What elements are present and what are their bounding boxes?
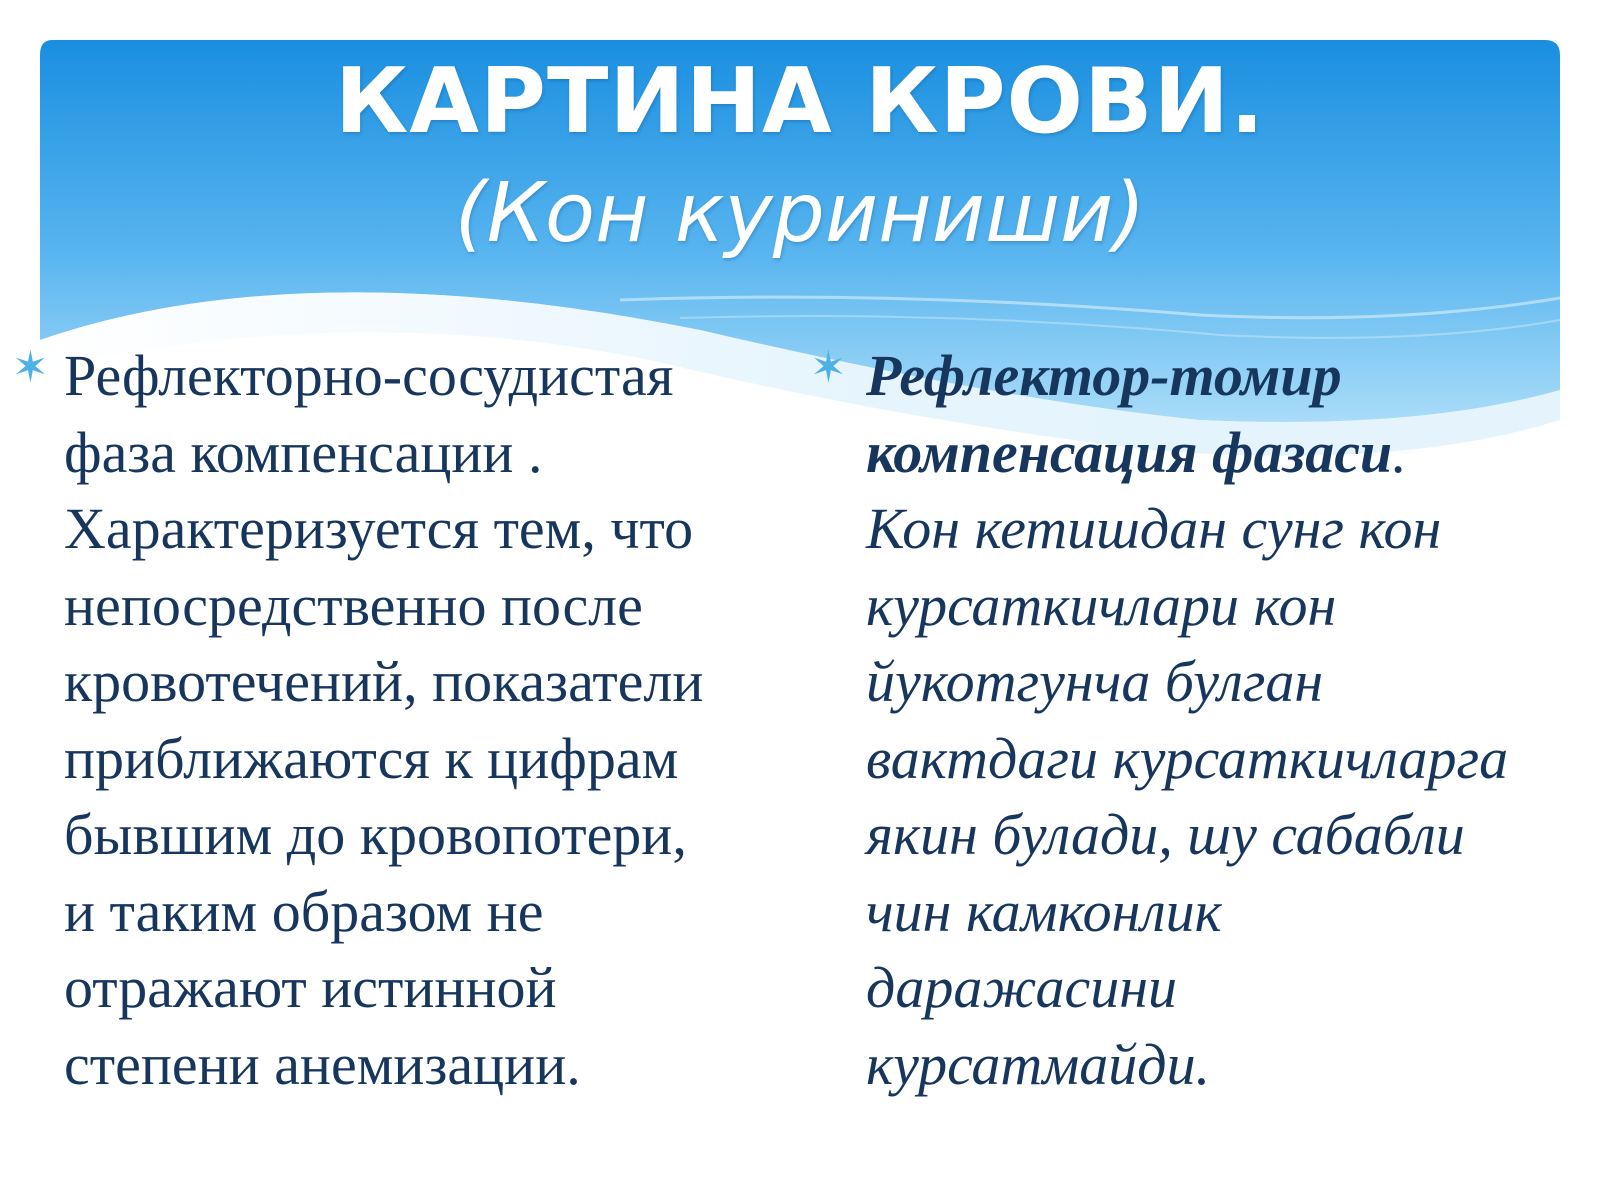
right-line: курсаткичлари кон — [866, 572, 1337, 638]
left-line: степени анемизации. — [64, 1031, 581, 1097]
right-line: даражасини — [866, 955, 1178, 1020]
right-heading-line: компенсация фазаси — [866, 419, 1393, 485]
right-column — [810, 338, 1596, 1103]
right-line: якин булади, шу сабабли — [866, 802, 1465, 867]
left-line: бывшим до кровопотери, — [64, 802, 687, 867]
star-bullet-icon: ✶ — [12, 342, 49, 393]
right-line: курсатмайди. — [866, 1031, 1211, 1097]
left-column — [12, 338, 772, 1103]
left-line: Рефлекторно-сосудистая — [64, 343, 674, 408]
right-heading-line: Рефлектор-томир — [866, 343, 1342, 408]
left-line: непосредственно после — [64, 572, 643, 638]
left-line: отражают истинной — [64, 955, 557, 1020]
left-line: Характеризуется тем, что — [64, 496, 694, 561]
slide-subtitle: (Кон куриниши) — [454, 166, 1146, 261]
left-line: кровотечений, показатели — [64, 649, 704, 714]
right-heading-line-wrap — [866, 415, 1596, 492]
slide-title: КАРТИНА КРОВИ. — [334, 49, 1266, 154]
left-paragraph — [12, 338, 772, 1103]
star-bullet-icon: ✶ — [810, 342, 847, 393]
right-line: вактдаги курсаткичларга — [866, 725, 1509, 791]
right-line: йукотгунча булган — [866, 649, 1324, 714]
heading-period: . — [1392, 419, 1407, 485]
right-paragraph — [810, 338, 1596, 1103]
left-line: приближаются к цифрам — [64, 725, 679, 791]
title-block — [40, 40, 1560, 290]
right-line: Кон кетишдан сунг кон — [866, 496, 1442, 561]
left-line: фаза компенсации . — [64, 419, 543, 485]
right-line: чин камконлик — [866, 878, 1222, 944]
left-line: и таким образом не — [64, 878, 544, 944]
